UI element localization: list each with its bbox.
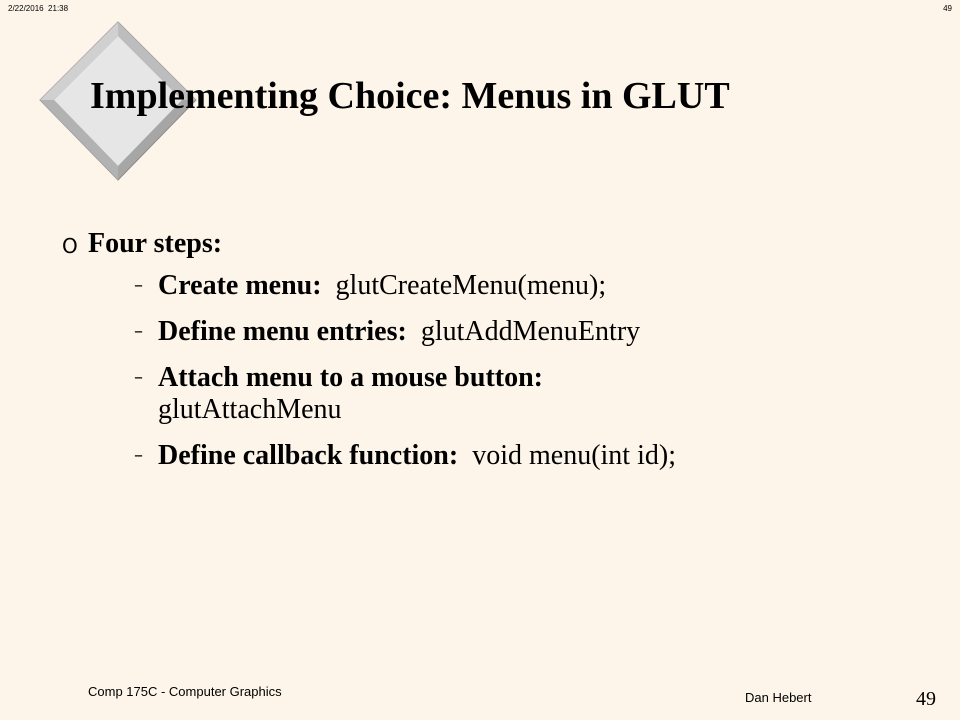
header-page-number: 49 xyxy=(943,4,952,13)
step-code: void menu(int id); xyxy=(472,440,676,471)
header-datetime xyxy=(8,4,68,13)
step-item xyxy=(134,362,858,426)
step-item xyxy=(134,440,858,472)
step-label: Define menu entries: xyxy=(158,316,407,347)
step-code: glutAddMenuEntry xyxy=(420,316,641,347)
step-code: glutAttachMenu xyxy=(158,394,342,425)
dash-marker: – xyxy=(134,445,143,466)
dash-marker: – xyxy=(134,367,143,388)
bullet-marker: O xyxy=(62,234,78,258)
step-item xyxy=(134,316,858,348)
dash-marker: – xyxy=(134,275,143,296)
main-bullet xyxy=(62,226,942,262)
slide-title: Implementing Choice: Menus in GLUT xyxy=(90,75,730,117)
steps-list xyxy=(62,270,942,472)
dash-marker: – xyxy=(134,321,143,342)
footer-author: Dan Hebert xyxy=(745,690,812,705)
step-label: Attach menu to a mouse button: xyxy=(158,362,543,393)
step-code: glutCreateMenu(menu); xyxy=(335,270,607,301)
step-item xyxy=(134,270,858,302)
header-time: 21:38 xyxy=(48,4,69,13)
header-date: 2/22/2016 xyxy=(8,4,44,13)
step-label: Define callback function: xyxy=(158,440,459,471)
slide-content xyxy=(62,226,942,486)
step-label: Create menu: xyxy=(158,270,322,301)
main-bullet-text: Four steps: xyxy=(88,228,223,259)
footer-page-number: 49 xyxy=(916,688,936,710)
footer-course: Comp 175C - Computer Graphics xyxy=(88,684,282,699)
